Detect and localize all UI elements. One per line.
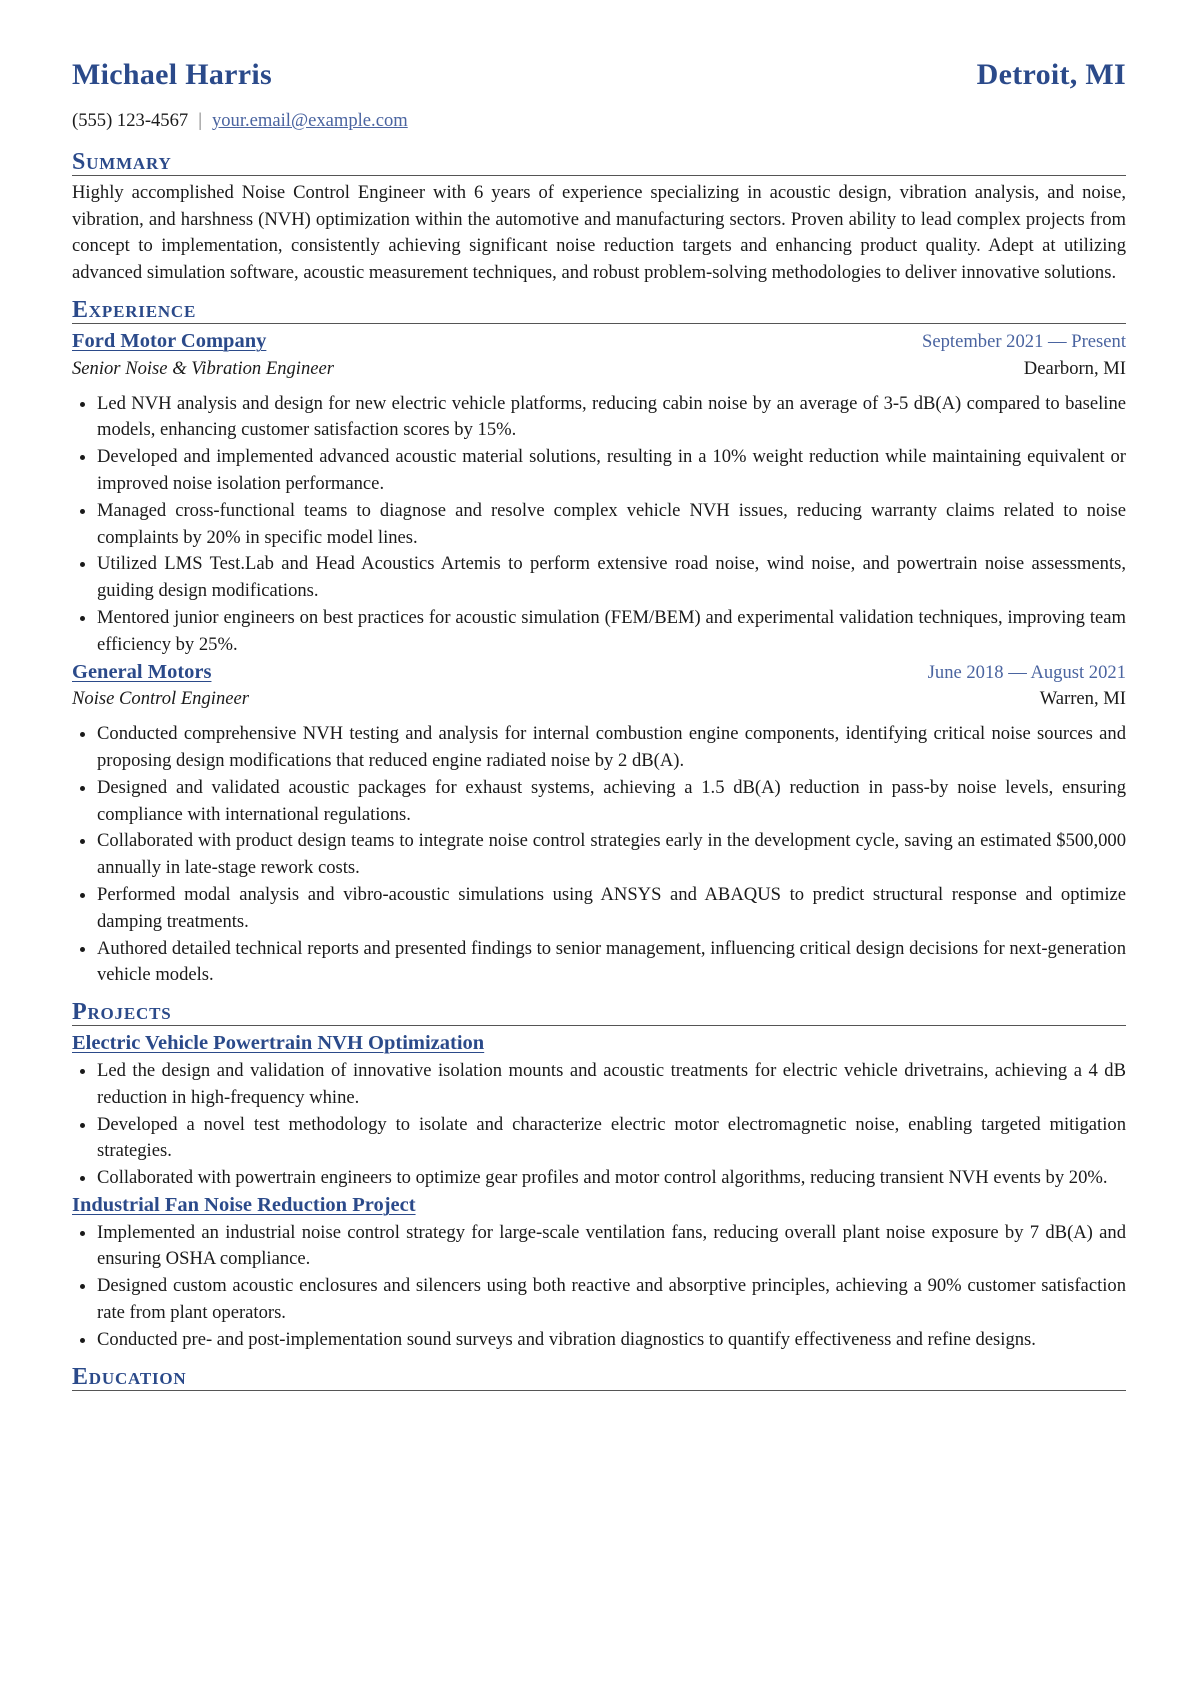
job-role: Senior Noise & Vibration Engineer [72, 357, 335, 379]
bullet-item: Conducted comprehensive NVH testing and analysis for internal combustion engine components, identifying critical noise sources and proposing design modifications that reduced engine radiated noise by 2 dB(A). [72, 721, 1126, 775]
bullet-item: Developed and implemented advanced acoustic material solutions, resulting in a 10% weight reduction while maintaining equivalent or improved noise isolation performance. [72, 444, 1126, 498]
projects-section [72, 999, 1126, 1354]
bullet-item: Authored detailed technical reports and presented findings to senior management, influencing critical design decisions for next-generation vehicle models. [72, 936, 1126, 990]
project-bullets [72, 1220, 1126, 1354]
job-location: Warren, MI [1039, 688, 1126, 710]
job-dates: September 2021 — Present [922, 330, 1126, 352]
bullet-item: Led NVH analysis and design for new electric vehicle platforms, reducing cabin noise by an average of 3-5 dB(A) compared to baseline models, enhancing customer satisfaction scores by 15%. [72, 391, 1126, 445]
bullet-item: Collaborated with powertrain engineers to optimize gear profiles and motor control algorithms, reducing transient NVH events by 20%. [72, 1165, 1126, 1192]
contact-separator: | [198, 110, 202, 131]
bullet-item: Utilized LMS Test.Lab and Head Acoustics Artemis to perform extensive road noise, wind noise, and powertrain noise assessments, guiding design modifications. [72, 551, 1126, 605]
job-role: Noise Control Engineer [72, 688, 249, 710]
summary-text: Highly accomplished Noise Control Engineer with 6 years of experience specializing in acoustic design, vibration analysis, and noise, vibration, and harshness (NVH) optimization within the automotive and manufacturing sectors. Proven ability to lead complex projects from concept to implementation, consistently achieving significant noise reduction targets and enhancing product quality. Adept at utilizing advanced simulation software, acoustic measurement techniques, and robust problem-solving methodologies to deliver innovative solutions. [72, 181, 1126, 284]
email-link[interactable]: your.email@example.com [211, 110, 408, 131]
experience-section [72, 297, 1126, 989]
contact-info [72, 108, 1126, 135]
job-dates: June 2018 — August 2021 [927, 661, 1126, 683]
bullet-item: Designed custom acoustic enclosures and silencers using both reactive and absorptive principles, achieving a 90% customer satisfaction rate from plant operators. [72, 1273, 1126, 1327]
job-bullets [72, 721, 1126, 989]
section-title-projects: Projects [72, 999, 1126, 1026]
phone-number: (555) 123-4567 [72, 110, 189, 131]
bullet-item: Performed modal analysis and vibro-acoustic simulations using ANSYS and ABAQUS to predict structural response and optimize damping treatments. [72, 882, 1126, 936]
project-entry-fan [72, 1192, 1126, 1354]
candidate-name: Michael Harris [72, 58, 272, 91]
bullet-item: Collaborated with product design teams to integrate noise control strategies early in the development cycle, saving an estimated $500,000 annually in late-stage rework costs. [72, 828, 1126, 882]
summary-section [72, 149, 1126, 287]
bullet-item: Designed and validated acoustic packages for exhaust systems, achieving a 1.5 dB(A) reduction in pass-by noise levels, ensuring compliance with international regulations. [72, 775, 1126, 829]
resume-page [72, 58, 1126, 1391]
candidate-location: Detroit, MI [976, 58, 1126, 91]
project-bullets [72, 1058, 1126, 1192]
section-title-education: Education [72, 1364, 1126, 1391]
section-title-summary: Summary [72, 149, 1126, 176]
job-location: Dearborn, MI [1023, 357, 1126, 379]
bullet-item: Implemented an industrial noise control strategy for large-scale ventilation fans, reducing overall plant noise exposure by 7 dB(A) and ensuring OSHA compliance. [72, 1220, 1126, 1274]
education-section [72, 1364, 1126, 1391]
company-link-gm[interactable]: General Motors [72, 660, 212, 683]
project-link-fan-noise[interactable]: Industrial Fan Noise Reduction Project [72, 1193, 416, 1216]
bullet-item: Led the design and validation of innovative isolation mounts and acoustic treatments for electric vehicle drivetrains, achieving a 4 dB reduction in high-frequency whine. [72, 1058, 1126, 1112]
job-entry-gm [72, 659, 1126, 990]
bullet-item: Mentored junior engineers on best practices for acoustic simulation (FEM/BEM) and experimental validation techniques, improving team efficiency by 25%. [72, 605, 1126, 659]
project-entry-ev [72, 1026, 1126, 1192]
job-bullets [72, 391, 1126, 659]
bullet-item: Managed cross-functional teams to diagnose and resolve complex vehicle NVH issues, reducing warranty claims related to noise complaints by 20% in specific model lines. [72, 498, 1126, 552]
bullet-item: Developed a novel test methodology to isolate and characterize electric motor electromagnetic noise, enabling targeted mitigation strategies. [72, 1112, 1126, 1166]
project-link-ev-nvh[interactable]: Electric Vehicle Powertrain NVH Optimization [72, 1032, 485, 1055]
bullet-item: Conducted pre- and post-implementation sound surveys and vibration diagnostics to quantify effectiveness and refine designs. [72, 1327, 1126, 1354]
job-entry-ford [72, 328, 1126, 659]
resume-header [72, 58, 1126, 102]
company-link-ford[interactable]: Ford Motor Company [72, 329, 267, 352]
section-title-experience: Experience [72, 297, 1126, 324]
